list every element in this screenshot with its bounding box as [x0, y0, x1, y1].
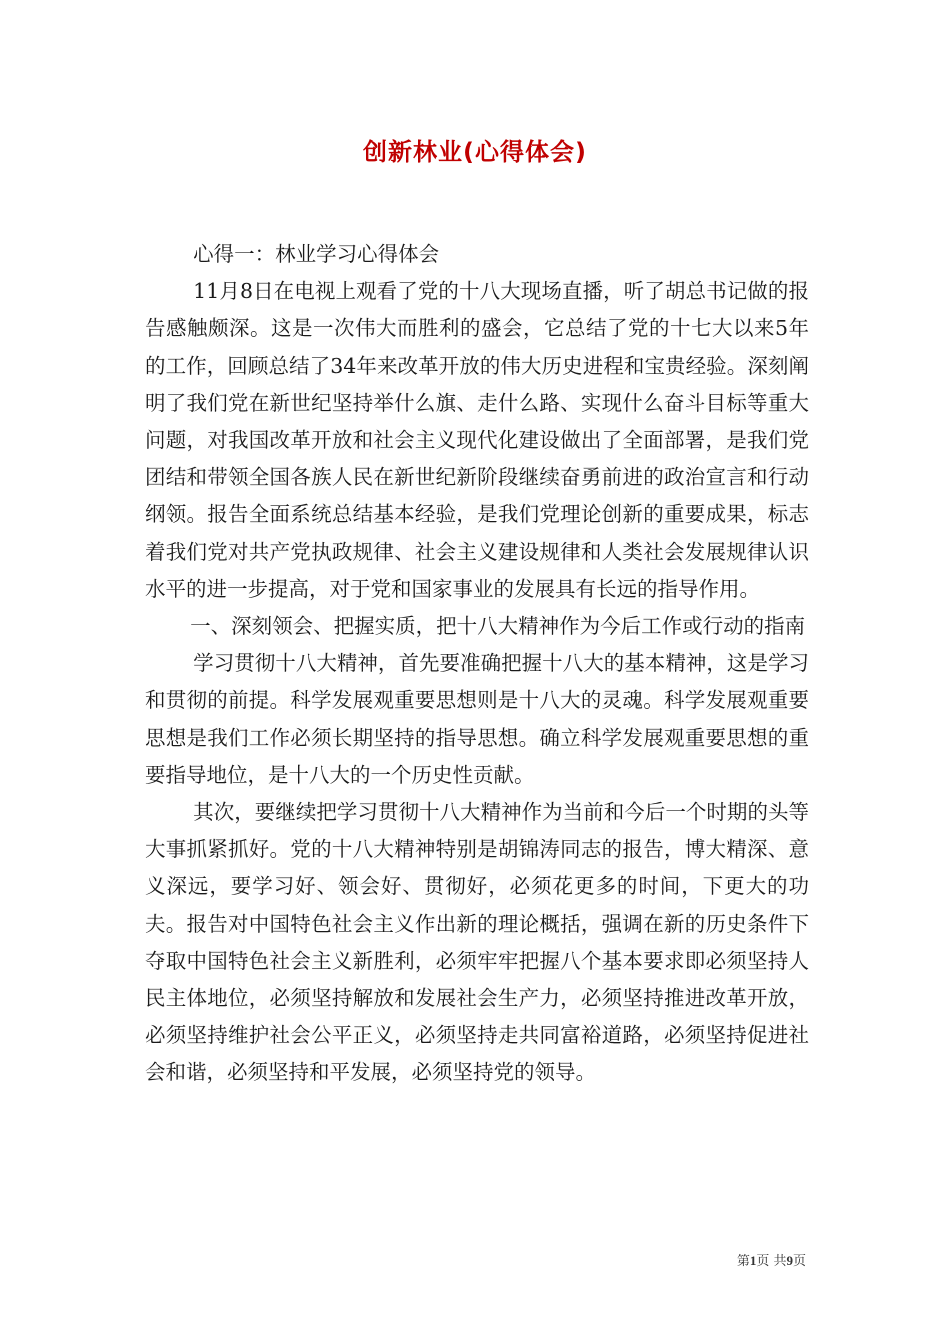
document-body — [145, 236, 809, 1092]
footer-prefix: 第 — [736, 1254, 750, 1269]
paragraph-3: 其次，要继续把学习贯彻十八大精神作为当前和今后一个时期的头等大事抓紧抓好。党的十八大精神特别是胡锦涛同志的报告，博大精深、意义深远，要学习好、领会好、贯彻好，必须花更多的时间，下更大的功夫。报告对中国特色社会主义作出新的理论概括，强调在新的历史条件下夺取中国特色社会主义新胜利，必须牢牢把握八个基本要求即必须坚持人民主体地位，必须坚持解放和发展社会生产力，必须坚持推进改革开放，必须坚持维护社会公平正义，必须坚持走共同富裕道路，必须坚持促进社会和谐，必须坚持和平发展，必须坚持党的领导。 — [145, 800, 809, 1085]
total-pages-number: 9 — [786, 1253, 793, 1268]
footer-suffix: 页 — [792, 1254, 806, 1269]
paragraph-1: 11月8日在电视上观看了党的十八大现场直播，听了胡总书记做的报告感触颇深。这是一次伟大而胜利的盛会，它总结了党的十七大以来5年的工作，回顾总结了34年来改革开放的伟大历史进程和宝贵经验。深刻阐明了我们党在新世纪坚持举什么旗、走什么路、实现什么奋斗目标等重大问题，对我国改革开放和社会主义现代化建设做出了全面部署，是我们党团结和带领全国各族人民在新世纪新阶段继续奋勇前进的政治宣言和行动纲领。报告全面系统总结基本经验，是我们党理论创新的重要成果，标志着我们党对共产党执政规律、社会主义建设规律和人类社会发展规律认识水平的进一步提高，对于党和国家事业的发展具有长远的指导作用。 — [145, 279, 809, 601]
footer-middle: 页 共 — [756, 1254, 787, 1269]
paragraph-subheading: 一、深刻领会、把握实质，把十八大精神作为今后工作或行动的指南 — [190, 614, 806, 639]
page-number-footer — [737, 1250, 806, 1269]
current-page-number: 1 — [749, 1253, 757, 1268]
paragraph-2: 学习贯彻十八大精神，首先要准确把握十八大的基本精神，这是学习和贯彻的前提。科学发展观重要思想则是十八大的灵魂。科学发展观重要思想是我们工作必须长期坚持的指导思想。确立科学发展观重要思想的重要指导地位，是十八大的一个历史性贡献。 — [145, 651, 809, 787]
section-heading: 心得一：林业学习心得体会 — [193, 242, 440, 266]
document-title: 创新林业(心得体会) — [363, 138, 587, 166]
